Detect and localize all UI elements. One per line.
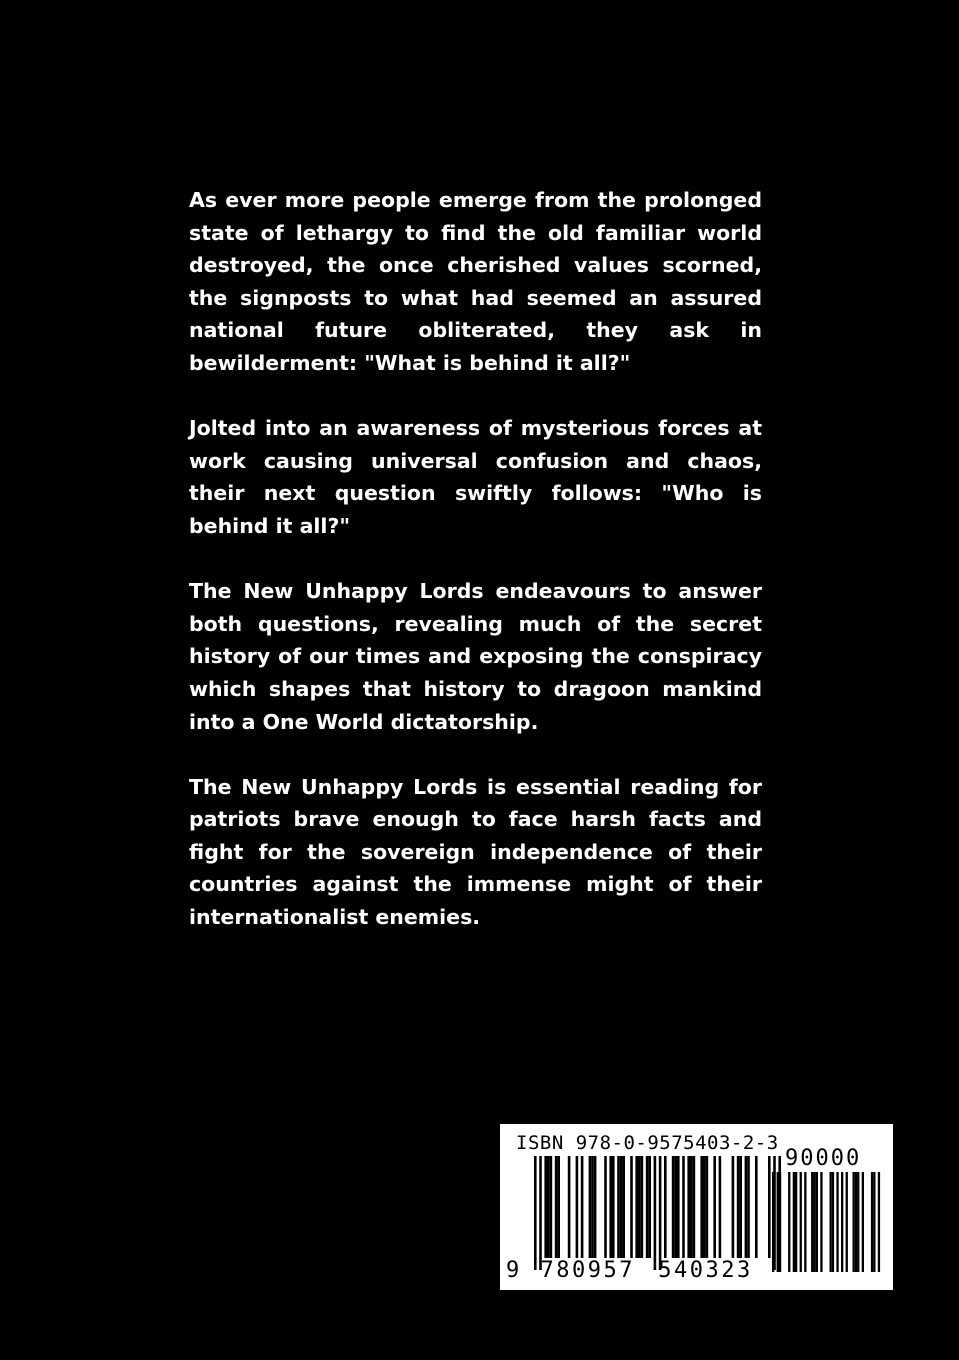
- barcode-bar: [755, 1156, 758, 1258]
- barcode-bar: [612, 1156, 615, 1258]
- ean-left-group: 780957: [540, 1258, 635, 1283]
- blurb-paragraph-2: Jolted into an awareness of mysterious forces at work causing universal confusion and chaos, their next question swiftly follows: "Who is behind it all?": [189, 416, 762, 538]
- barcode-addon-bar: [816, 1172, 818, 1272]
- barcode-bar: [654, 1156, 657, 1270]
- barcode-addon-digits: 90000: [785, 1146, 862, 1171]
- barcode-addon-bar: [873, 1172, 875, 1272]
- barcode-bar: [659, 1156, 662, 1270]
- barcode-addon-bar: [841, 1172, 843, 1272]
- barcode-bar: [544, 1156, 547, 1258]
- barcode-bar: [547, 1156, 550, 1258]
- barcode-bar: [568, 1156, 571, 1258]
- barcode-bar: [594, 1156, 597, 1258]
- barcode-bar: [630, 1156, 633, 1258]
- blurb-paragraph-1: As ever more people emerge from the prolonged state of lethargy to find the old familiar world destroyed, the once cherished values scorned, the signposts to what had seemed an assured national future obliterated, they ask in bewilderment: "What is behind it all?": [189, 188, 762, 375]
- barcode-addon-bar: [788, 1172, 790, 1272]
- barcode-bar: [672, 1156, 675, 1258]
- barcode-bar: [604, 1156, 607, 1258]
- barcode-bar: [719, 1156, 722, 1258]
- barcode-bar: [646, 1156, 649, 1258]
- barcode-addon-bar: [795, 1172, 797, 1272]
- barcode-bar: [690, 1156, 693, 1258]
- barcode-addon-bar: [811, 1172, 813, 1272]
- barcode-addon-bar: [871, 1172, 873, 1272]
- barcode-bar: [534, 1156, 537, 1270]
- barcode-bar: [641, 1156, 644, 1258]
- barcode-addon-bar: [878, 1172, 880, 1272]
- barcode-bar: [737, 1156, 740, 1258]
- ean-right-group: 540323: [658, 1258, 753, 1283]
- barcode-addon-bar: [777, 1172, 779, 1272]
- blurb-text: [189, 184, 762, 966]
- barcode-addon-bar: [857, 1172, 859, 1272]
- barcode-bar: [674, 1156, 677, 1258]
- barcode-bar: [576, 1156, 579, 1258]
- barcode-bar: [745, 1156, 748, 1258]
- barcode-bar: [539, 1156, 542, 1270]
- barcode-addon-bar: [772, 1172, 774, 1272]
- barcode-bar: [550, 1156, 553, 1258]
- barcode-bar: [591, 1156, 594, 1258]
- barcode-bar: [747, 1156, 750, 1258]
- barcode-bar: [622, 1156, 625, 1258]
- barcode-bar: [581, 1156, 584, 1258]
- barcode-bar: [713, 1156, 716, 1258]
- barcode-addon-bar: [804, 1172, 806, 1272]
- barcode-addon-bar: [779, 1172, 781, 1272]
- barcode-bar: [739, 1156, 742, 1258]
- blurb-paragraph-3: The New Unhappy Lords endeavours to answer both questions, revealing much of the secret history of our times and exposing the conspiracy which shapes that history to dragoon mankind into a One World dictatorship.: [189, 579, 762, 734]
- barcode-addon-bar: [855, 1172, 857, 1272]
- barcode-bar: [589, 1156, 592, 1258]
- barcode-bar: [682, 1156, 685, 1258]
- barcode-bar: [664, 1156, 667, 1258]
- barcode-bar: [703, 1156, 706, 1258]
- barcode-addon-bar: [800, 1172, 802, 1272]
- barcode-bar: [687, 1156, 690, 1258]
- barcode-addon-bar: [820, 1172, 822, 1272]
- ean-first-digit: 9: [506, 1258, 520, 1283]
- barcode-addon-bar: [830, 1172, 832, 1272]
- ean-digits: [506, 1258, 753, 1283]
- isbn-label: ISBN 978-0-9575403-2-3: [516, 1132, 779, 1154]
- barcode-bar: [638, 1156, 641, 1258]
- barcode-bar: [609, 1156, 612, 1258]
- barcode-bar: [635, 1156, 638, 1258]
- barcode-bar: [768, 1156, 771, 1258]
- barcode-bar: [700, 1156, 703, 1258]
- barcode-bar: [617, 1156, 620, 1258]
- barcode-bar: [693, 1156, 696, 1258]
- barcode-addon-bar: [853, 1172, 855, 1272]
- barcode-addon-bar: [836, 1172, 838, 1272]
- barcode-bar: [648, 1156, 651, 1258]
- barcode-addon-bar: [846, 1172, 848, 1272]
- barcode-bar: [706, 1156, 709, 1258]
- barcode-addon-bar: [813, 1172, 815, 1272]
- barcode-addon-bar: [832, 1172, 834, 1272]
- barcode-bar: [557, 1156, 560, 1258]
- barcode-bar: [620, 1156, 623, 1258]
- barcode-addon-bar: [862, 1172, 864, 1272]
- barcode-addon-bar: [793, 1172, 795, 1272]
- barcode-bar: [732, 1156, 735, 1258]
- barcode-bar: [677, 1156, 680, 1258]
- isbn-barcode: [500, 1124, 893, 1290]
- blurb-paragraph-4: The New Unhappy Lords is essential reading for patriots brave enough to face harsh facts and fight for the sovereign independence of their countries against the immense might of their internationalist enemies.: [189, 774, 762, 930]
- barcode-bar: [555, 1156, 558, 1258]
